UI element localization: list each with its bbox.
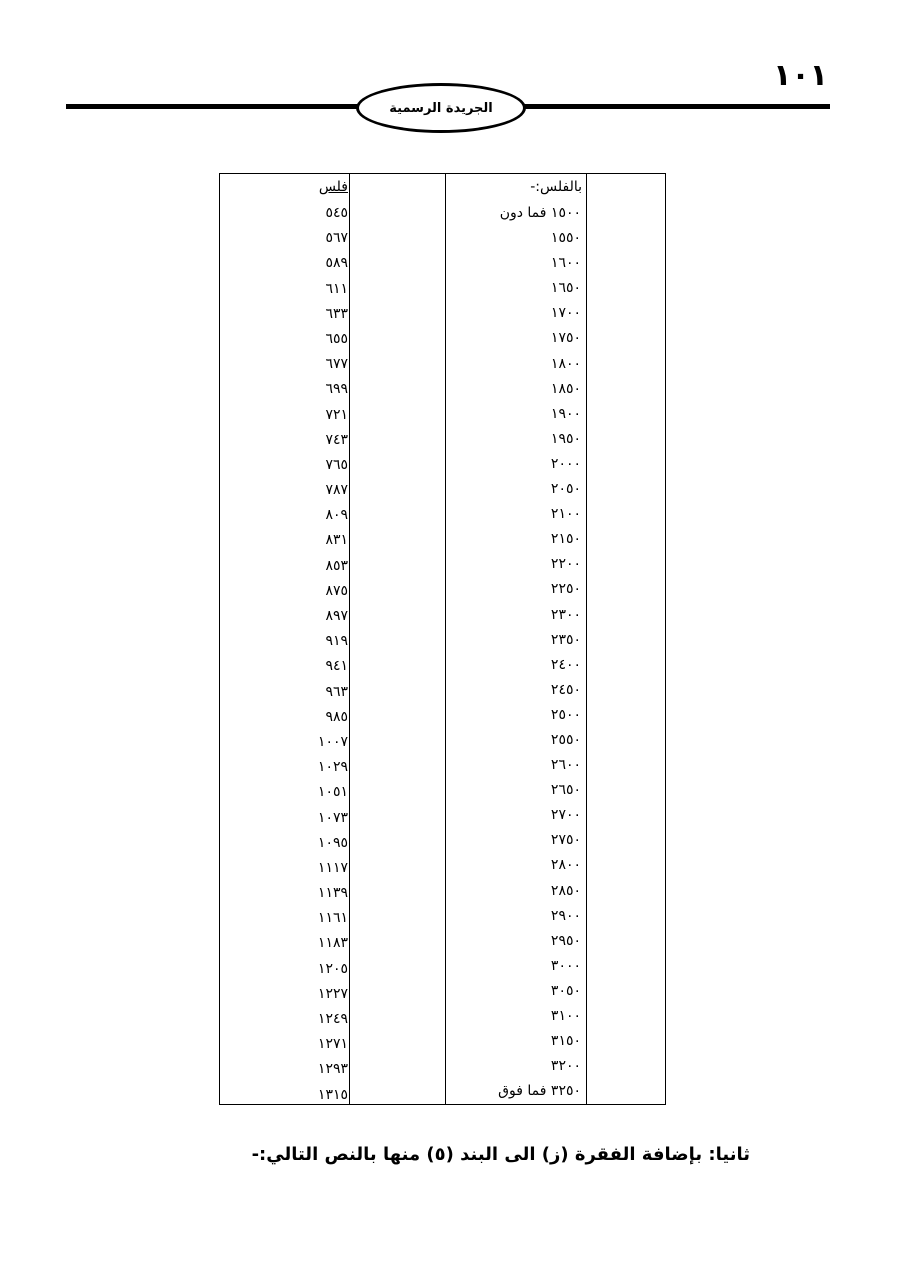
fils-cell: ٨٠٩ bbox=[325, 507, 348, 524]
salary-cell: ١٥٥٠ bbox=[550, 230, 581, 247]
fils-cell: ٨٩٧ bbox=[325, 608, 348, 624]
salary-cell: ١٥٠٠ فما دون bbox=[499, 205, 581, 221]
fils-cell: ٥٨٩ bbox=[325, 255, 348, 272]
fils-column bbox=[268, 174, 348, 1108]
fils-cell: ٩٦٣ bbox=[325, 683, 348, 700]
fils-cell: ٥٤٥ bbox=[325, 205, 348, 221]
salary-cell: ٢٢٥٠ bbox=[550, 581, 581, 598]
fils-cell: ٦٧٧ bbox=[325, 356, 348, 373]
fils-cell: ١٢٤٩ bbox=[317, 1011, 348, 1027]
fils-cell: ٦٣٣ bbox=[325, 305, 348, 322]
salary-cell: ٢٣٠٠ bbox=[550, 606, 581, 623]
salary-cell: ٢٦٠٠ bbox=[550, 757, 581, 774]
salary-cell: ٢٦٥٠ bbox=[550, 782, 581, 799]
salary-cell: ٣٠٥٠ bbox=[550, 982, 581, 999]
fils-cell: ١١٨٣ bbox=[317, 935, 348, 952]
fils-cell: ٩٨٥ bbox=[325, 708, 348, 725]
fils-cell: ٧٤٣ bbox=[325, 431, 348, 448]
fils-cell: ٧٦٥ bbox=[325, 456, 348, 473]
salary-cell: ٢٧٥٠ bbox=[550, 832, 581, 849]
fils-cell: ١١١٧ bbox=[317, 859, 348, 876]
salary-cell: ٢٣٥٠ bbox=[550, 631, 581, 648]
fils-cell: ١٠٥١ bbox=[317, 784, 348, 801]
salary-cell: ١٦٥٠ bbox=[550, 280, 581, 297]
fils-cell: ١٢٢٧ bbox=[317, 985, 348, 1002]
table-divider bbox=[586, 174, 587, 1104]
fils-cell: ١١٣٩ bbox=[317, 885, 348, 902]
salary-cell: ٢٩٠٠ bbox=[550, 907, 581, 924]
salary-cell: ٣١٥٠ bbox=[550, 1033, 581, 1050]
salary-table bbox=[219, 173, 666, 1105]
salary-cell: ٢٩٥٠ bbox=[550, 932, 581, 949]
salary-cell: ٢٠٠٠ bbox=[550, 455, 581, 472]
fils-cell: ٩٤١ bbox=[325, 658, 348, 675]
salary-cell: ٣١٠٠ bbox=[550, 1008, 581, 1024]
salary-cell: ٢١٠٠ bbox=[550, 506, 581, 523]
fils-cell: ١٠٧٣ bbox=[317, 809, 348, 826]
salary-cell: ٢٢٠٠ bbox=[550, 556, 581, 573]
salary-column-header: بالفلس:- bbox=[530, 179, 582, 195]
fils-cell: ٨٣١ bbox=[325, 532, 348, 549]
salary-cell: ١٨٥٠ bbox=[550, 380, 581, 397]
gazette-title-oval bbox=[356, 83, 526, 133]
salary-cell: ٢٥٥٠ bbox=[550, 731, 581, 748]
salary-cell: ٢٤٥٠ bbox=[550, 681, 581, 698]
fils-cell: ٥٦٧ bbox=[325, 230, 348, 247]
page-number: ١٠١ bbox=[773, 58, 828, 93]
salary-cell: ١٨٠٠ bbox=[550, 355, 581, 372]
fils-column-header: فلس bbox=[318, 179, 348, 195]
fils-cell: ٨٥٣ bbox=[325, 557, 348, 574]
salary-cell: ١٦٠٠ bbox=[550, 255, 581, 272]
fils-cell: ٦٥٥ bbox=[325, 330, 348, 347]
fils-cell: ٦١١ bbox=[325, 280, 348, 297]
fils-cell: ٧٢١ bbox=[325, 406, 348, 423]
salary-cell: ١٧٥٠ bbox=[550, 330, 581, 347]
salary-cell: ٢١٥٠ bbox=[550, 531, 581, 548]
fils-cell: ١١٦١ bbox=[317, 910, 348, 927]
fils-cell: ١٢٧١ bbox=[317, 1036, 348, 1053]
fils-cell: ١٠٩٥ bbox=[317, 834, 348, 851]
table-divider bbox=[349, 174, 350, 1104]
fils-cell: ١٢٩٣ bbox=[317, 1061, 348, 1078]
salary-cell: ١٩٠٠ bbox=[550, 405, 581, 422]
salary-column bbox=[445, 174, 585, 1104]
fils-cell: ٧٨٧ bbox=[325, 482, 348, 499]
gazette-title: الجريدة الرسمية bbox=[389, 100, 493, 116]
salary-cell: ٣٢٠٠ bbox=[550, 1058, 581, 1075]
salary-cell: ٢٥٠٠ bbox=[550, 706, 581, 723]
fils-cell: ٩١٩ bbox=[325, 633, 348, 650]
fils-cell: ١٢٠٥ bbox=[317, 960, 348, 977]
fils-cell: ٦٩٩ bbox=[325, 381, 348, 398]
salary-cell: ١٧٠٠ bbox=[550, 305, 581, 322]
fils-cell: ١٠٠٧ bbox=[317, 733, 348, 750]
fils-cell: ١٣١٥ bbox=[317, 1086, 348, 1103]
salary-cell: ٣٢٥٠ فما فوق bbox=[498, 1083, 581, 1100]
salary-cell: ٢٤٠٠ bbox=[550, 656, 581, 673]
salary-cell: ٣٠٠٠ bbox=[550, 957, 581, 974]
salary-cell: ٢٠٥٠ bbox=[550, 481, 581, 498]
salary-cell: ٢٨٥٠ bbox=[550, 882, 581, 899]
fils-cell: ١٠٢٩ bbox=[317, 759, 348, 776]
footer-text: ثانيا: بإضافة الفقرة (ز) الى البند (٥) منها بالنص التالي:- bbox=[251, 1144, 750, 1165]
salary-cell: ٢٨٠٠ bbox=[550, 857, 581, 874]
salary-cell: ١٩٥٠ bbox=[550, 430, 581, 447]
salary-cell: ٢٧٠٠ bbox=[550, 807, 581, 824]
fils-cell: ٨٧٥ bbox=[325, 582, 348, 599]
